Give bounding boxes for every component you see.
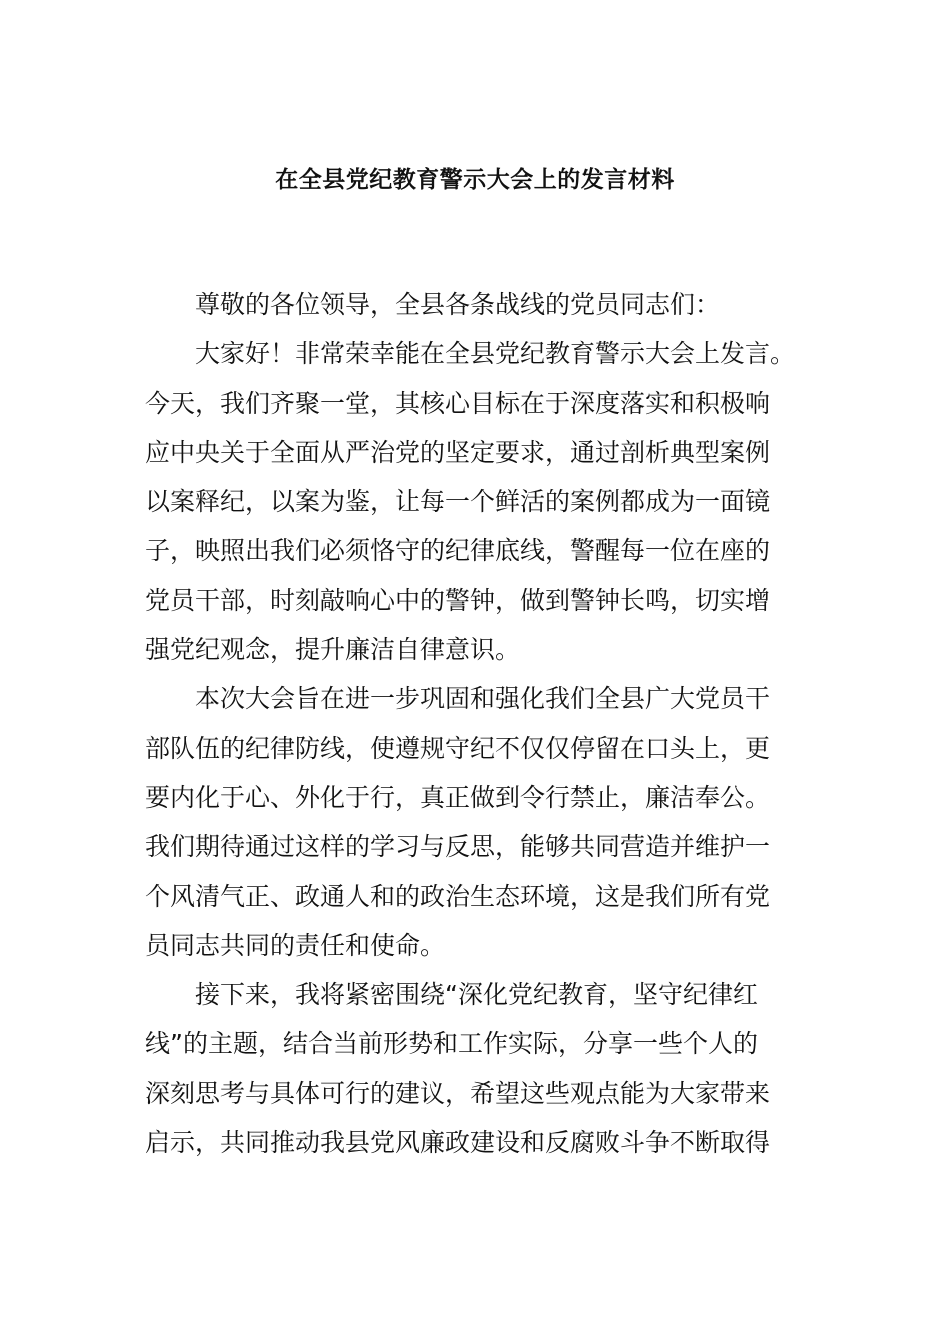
paragraph-2-line-6: 员同志共同的责任和使命。: [145, 930, 446, 960]
paragraph-3-line-3: 深刻思考与具体可行的建议，希望这些观点能为大家带来: [145, 1078, 771, 1108]
paragraph-1-line-3: 应中央关于全面从严治党的坚定要求，通过剖析典型案例: [145, 437, 771, 467]
paragraph-3-line-4: 启示，共同推动我县党风廉政建设和反腐败斗争不断取得: [145, 1128, 771, 1158]
paragraph-1-line-1: 大家好！非常荣幸能在全县党纪教育警示大会上发言。: [195, 339, 796, 369]
paragraph-2-line-4: 我们期待通过这样的学习与反思，能够共同营造并维护一: [145, 832, 771, 862]
paragraph-1-line-2: 今天，我们齐聚一堂，其核心目标在于深度落实和积极响: [145, 388, 771, 418]
paragraph-1-line-4: 以案释纪，以案为鉴，让每一个鲜活的案例都成为一面镜: [145, 487, 771, 517]
salutation-line: 尊敬的各位领导，全县各条战线的党员同志们：: [195, 290, 721, 319]
paragraph-2-line-3: 要内化于心、外化于行，真正做到令行禁止，廉洁奉公。: [145, 782, 771, 812]
paragraph-3-line-1: 接下来，我将紧密围绕“深化党纪教育，坚守纪律红: [195, 980, 758, 1010]
paragraph-2-line-2: 部队伍的纪律防线，使遵规守纪不仅仅停留在口头上，更: [145, 733, 771, 763]
paragraph-2-line-5: 个风清气正、政通人和的政治生态环境，这是我们所有党: [145, 881, 771, 911]
paragraph-1-line-6: 党员干部，时刻敲响心中的警钟，做到警钟长鸣，切实增: [145, 585, 771, 615]
paragraph-1-line-7: 强党纪观念，提升廉洁自律意识。: [145, 635, 521, 665]
paragraph-2-line-1: 本次大会旨在进一步巩固和强化我们全县广大党员干: [195, 684, 771, 714]
document-body: [145, 280, 811, 1167]
document-title: 在全县党纪教育警示大会上的发言材料: [275, 167, 675, 193]
paragraph-1-line-5: 子，映照出我们必须恪守的纪律底线，警醒每一位在座的: [145, 536, 771, 566]
paragraph-3-line-2: 线”的主题，结合当前形势和工作实际，分享一些个人的: [145, 1029, 758, 1059]
